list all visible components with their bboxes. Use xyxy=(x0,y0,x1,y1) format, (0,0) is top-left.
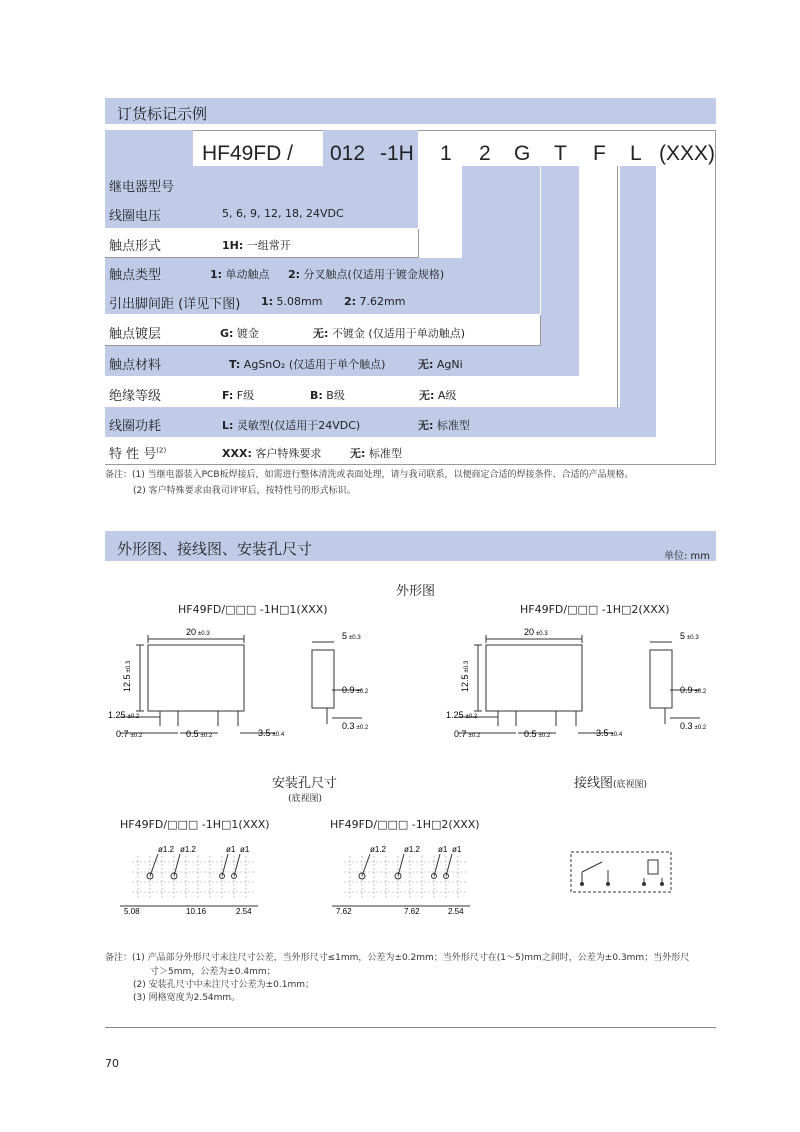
unit-label: 单位: mm xyxy=(664,551,711,562)
row-label: 引出脚间距 (详见下图) xyxy=(109,297,241,312)
section-title-ordering: 订货标记示例 xyxy=(117,105,208,123)
code-part-insulation: F xyxy=(593,142,606,165)
row-value: L: 灵敏型(仅适用于24VDC) xyxy=(222,419,361,432)
code-part-pitch: 2 xyxy=(479,142,491,165)
row-value: F: F级 xyxy=(222,389,255,402)
row-value: G: 镀金 xyxy=(220,327,259,340)
dim-pin-thickness: 0.3 ±0.2 xyxy=(342,721,369,731)
mount-right-model: HF49FD/□□□ -1H□2(XXX) xyxy=(330,818,480,831)
mount-dim: 10.16 xyxy=(186,907,207,916)
wiring-drawing xyxy=(568,848,678,898)
dim-offset: 1.25 ±0.2 xyxy=(446,710,478,720)
row-value: 2: 分叉触点(仅适用于镀金规格) xyxy=(288,268,445,281)
code-part-model: HF49FD / xyxy=(202,142,294,165)
hole-small-label: ø1 xyxy=(226,845,236,854)
note-line: (3) 网格宽度为2.54mm。 xyxy=(133,993,241,1003)
hole-small-label: ø1 xyxy=(452,845,462,854)
outline-right-model: HF49FD/□□□ -1H□2(XXX) xyxy=(520,603,670,616)
row-label: 触点材料 xyxy=(109,358,162,373)
wiring-heading-group xyxy=(574,772,647,791)
code-part-form: -1H xyxy=(380,142,414,165)
row-label: 线圈功耗 xyxy=(109,419,162,434)
block-col-coil xyxy=(620,166,656,437)
dim-0-7: 0.7 ±0.2 xyxy=(116,729,143,739)
row-value: B: B级 xyxy=(310,389,345,402)
dim-offset: 1.25 ±0.2 xyxy=(108,710,140,720)
block-row-10 xyxy=(105,437,716,465)
row-value: 1: 单动触点 xyxy=(210,268,270,281)
hole-big-label: ø1.2 xyxy=(180,845,197,854)
code-part-coil: L xyxy=(630,142,642,165)
dim-width: 5 ±0.3 xyxy=(342,631,361,641)
mount-sub: (底视图) xyxy=(288,794,323,804)
row-value: 无: 标准型 xyxy=(418,419,470,432)
mount-drawing-right xyxy=(330,842,480,917)
block-row-9 xyxy=(105,407,620,437)
mount-left-model: HF49FD/□□□ -1H□1(XXX) xyxy=(120,818,270,831)
note-line: (2) 客户特殊要求由我司评审后，按特性号的形式标识。 xyxy=(133,486,356,496)
dim-pin-thickness: 0.3 ±0.2 xyxy=(680,721,707,731)
row-value: T: AgSnO₂ (仅适用于单个触点) xyxy=(229,358,386,371)
block-col-material xyxy=(541,166,579,376)
block-col-type xyxy=(462,166,502,286)
hole-small-label: ø1 xyxy=(438,845,448,854)
mount-heading: 安装孔尺寸 xyxy=(272,776,338,791)
row-label: 触点类型 xyxy=(109,268,162,283)
block-col-special xyxy=(656,166,716,437)
dim-pin-width: 0.9 ±0.2 xyxy=(342,685,369,695)
note-line: 寸＞5mm，公差为±0.4mm； xyxy=(150,967,276,977)
row-label: 继电器型号 xyxy=(109,180,175,195)
dim-width: 5 ±0.3 xyxy=(680,631,699,641)
row-label: 特 性 号$^{(2)}$ xyxy=(109,446,167,462)
code-part-plating: G xyxy=(514,142,531,165)
code-part-type: 1 xyxy=(440,142,452,165)
row-value: 无: 标准型 xyxy=(350,447,402,460)
note-line: (2) 安装孔尺寸中未注尺寸公差为±0.1mm； xyxy=(133,980,314,990)
row-value: 1H: 一组常开 xyxy=(222,239,291,252)
outline-left-model: HF49FD/□□□ -1H□1(XXX) xyxy=(178,603,328,616)
mount-dim: 2.54 xyxy=(448,907,464,916)
dim-0-5: 0.5 ±0.2 xyxy=(186,729,213,739)
code-part-material: T xyxy=(554,142,567,165)
row-value: 5, 6, 9, 12, 18, 24VDC xyxy=(222,207,344,220)
row-value: 无: A级 xyxy=(419,389,457,402)
dim-length: 20 ±0.3 xyxy=(186,627,210,637)
row-value: 无: AgNi xyxy=(418,358,463,371)
row-value: XXX: 客户特殊要求 xyxy=(222,447,322,460)
hole-big-label: ø1.2 xyxy=(370,845,387,854)
dim-pin-length: 3.5 ±0.4 xyxy=(596,728,623,738)
wiring-heading: 接线图 xyxy=(574,776,614,791)
note-line: 备注：(1) 当继电器装入PCB板焊接后，如需进行整体清洗或表面处理，请与我司联系，以便商定合适的焊接条件、合适的产品规格。 xyxy=(105,470,634,480)
row-value: 1: 5.08mm xyxy=(261,295,323,308)
section-title-outline: 外形图、接线图、安装孔尺寸 xyxy=(117,540,313,558)
footer-divider xyxy=(105,1027,716,1028)
row-value: 2: 7.62mm xyxy=(344,295,406,308)
dim-height: 12.5±0.3 xyxy=(460,660,470,692)
row-label: 线圈电压 xyxy=(109,209,162,224)
outline-drawing-right xyxy=(438,620,718,750)
code-part-special: (XXX) xyxy=(659,142,716,165)
outline-heading: 外形图 xyxy=(396,584,436,599)
page-number: 70 xyxy=(105,1057,119,1070)
row-label: 绝缘等级 xyxy=(109,389,162,404)
dim-0-7: 0.7 ±0.2 xyxy=(454,729,481,739)
block-col-insulation xyxy=(579,166,618,407)
mount-dim: 7.62 xyxy=(404,907,420,916)
row-label: 触点镀层 xyxy=(109,327,162,342)
mount-dim: 2.54 xyxy=(236,907,252,916)
wiring-sub: (底视图) xyxy=(613,780,648,790)
hole-big-label: ø1.2 xyxy=(404,845,421,854)
mount-drawing-left xyxy=(118,842,268,917)
outline-drawing-left xyxy=(100,620,380,750)
row-label: 触点形式 xyxy=(109,239,162,254)
dim-pin-length: 3.5 ±0.4 xyxy=(258,728,285,738)
hole-small-label: ø1 xyxy=(240,845,250,854)
mount-dim: 5.08 xyxy=(124,907,140,916)
code-prefix-block xyxy=(105,130,193,166)
code-part-voltage: 012 xyxy=(330,142,366,165)
mount-dim: 7.62 xyxy=(336,907,352,916)
dim-height: 12.5±0.3 xyxy=(122,660,132,692)
dim-length: 20 ±0.3 xyxy=(524,627,548,637)
row-value: 无: 不镀金 (仅适用于单动触点) xyxy=(313,327,465,340)
dim-0-5: 0.5 ±0.2 xyxy=(524,729,551,739)
note-line: 备注：(1) 产品部分外形尺寸未注尺寸公差，当外形尺寸≤1mm，公差为±0.2mm；当外形尺寸在(1～5)mm之间时，公差为±0.3mm；当外形尺 xyxy=(105,953,690,963)
block-col-pitch xyxy=(502,166,540,314)
dim-pin-width: 0.9 ±0.2 xyxy=(680,685,707,695)
hole-big-label: ø1.2 xyxy=(158,845,175,854)
